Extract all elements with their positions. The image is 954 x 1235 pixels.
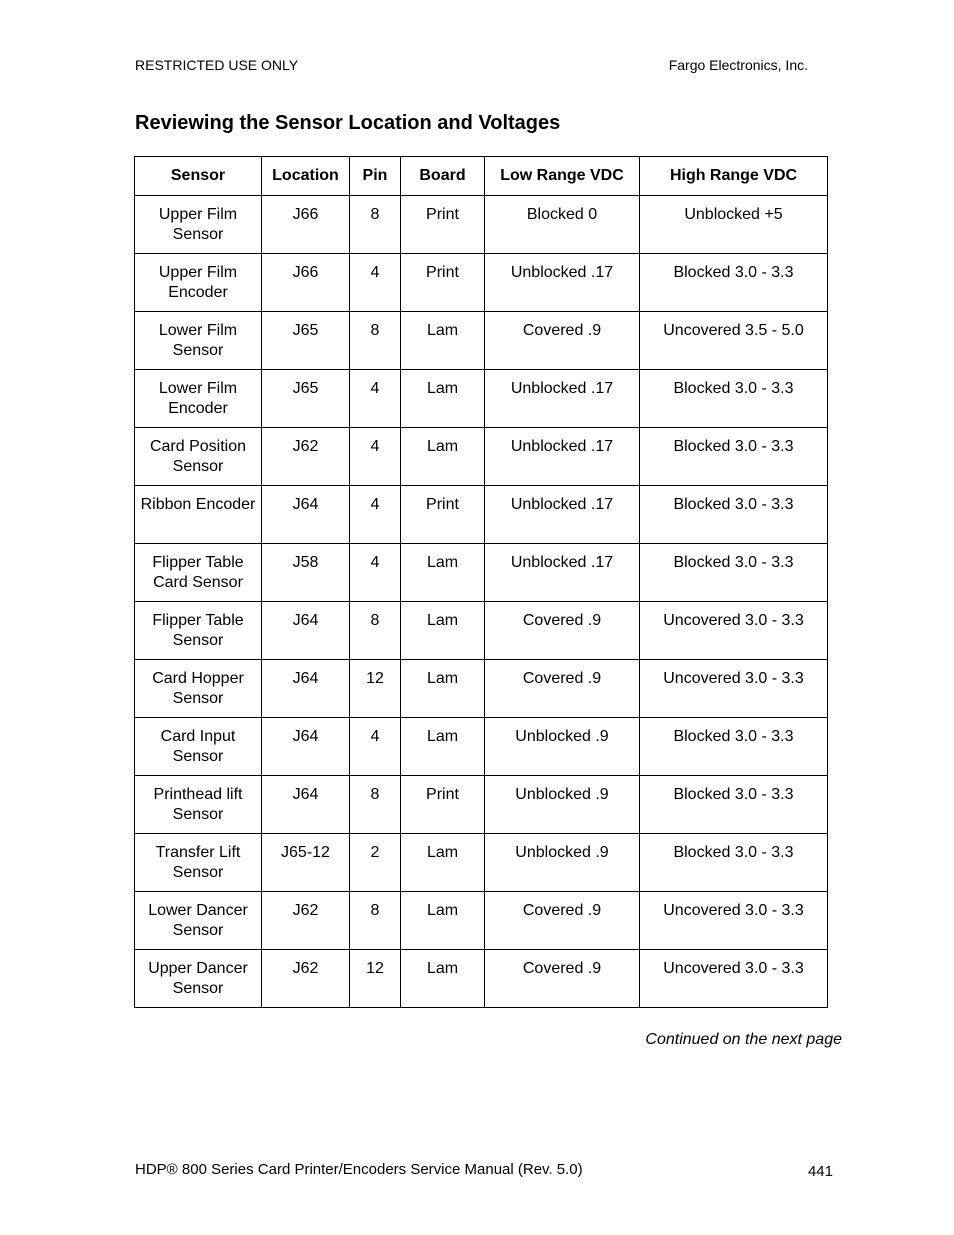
cell-high-range-vdc: Blocked 3.0 - 3.3 <box>640 486 828 544</box>
column-header-location: Location <box>262 157 350 196</box>
cell-pin: 8 <box>350 602 401 660</box>
cell-board: Lam <box>401 834 485 892</box>
table-row <box>135 776 828 834</box>
table-row <box>135 196 828 254</box>
cell-low-range-vdc: Unblocked .9 <box>485 718 640 776</box>
cell-location: J65 <box>262 370 350 428</box>
table-row <box>135 602 828 660</box>
column-header-low-range-vdc: Low Range VDC <box>485 157 640 196</box>
cell-pin: 8 <box>350 312 401 370</box>
cell-sensor: Card Hopper Sensor <box>135 660 262 718</box>
cell-low-range-vdc: Unblocked .17 <box>485 486 640 544</box>
cell-high-range-vdc: Blocked 3.0 - 3.3 <box>640 254 828 312</box>
cell-pin: 4 <box>350 254 401 312</box>
table-row <box>135 254 828 312</box>
cell-board: Print <box>401 776 485 834</box>
cell-sensor: Card Position Sensor <box>135 428 262 486</box>
cell-pin: 8 <box>350 196 401 254</box>
cell-sensor: Printhead lift Sensor <box>135 776 262 834</box>
table-row <box>135 428 828 486</box>
table-row <box>135 370 828 428</box>
cell-board: Print <box>401 486 485 544</box>
cell-sensor: Lower Film Sensor <box>135 312 262 370</box>
cell-sensor: Ribbon Encoder <box>135 486 262 544</box>
cell-low-range-vdc: Blocked 0 <box>485 196 640 254</box>
cell-low-range-vdc: Unblocked .9 <box>485 834 640 892</box>
cell-sensor: Flipper Table Card Sensor <box>135 544 262 602</box>
cell-sensor: Upper Film Sensor <box>135 196 262 254</box>
cell-pin: 4 <box>350 718 401 776</box>
column-header-pin: Pin <box>350 157 401 196</box>
cell-high-range-vdc: Blocked 3.0 - 3.3 <box>640 428 828 486</box>
cell-high-range-vdc: Uncovered 3.0 - 3.3 <box>640 602 828 660</box>
header-company-name: Fargo Electronics, Inc. <box>668 57 808 73</box>
cell-pin: 4 <box>350 370 401 428</box>
cell-board: Lam <box>401 428 485 486</box>
footer-manual-title: HDP® 800 Series Card Printer/Encoders Service Manual (Rev. 5.0) <box>135 1161 583 1178</box>
cell-location: J66 <box>262 196 350 254</box>
cell-low-range-vdc: Covered .9 <box>485 660 640 718</box>
table-header-row <box>135 157 828 196</box>
cell-board: Lam <box>401 544 485 602</box>
cell-pin: 4 <box>350 544 401 602</box>
cell-low-range-vdc: Unblocked .9 <box>485 776 640 834</box>
cell-location: J62 <box>262 428 350 486</box>
footer-page-number: 441 <box>807 1163 833 1180</box>
cell-pin: 12 <box>350 660 401 718</box>
cell-board: Lam <box>401 660 485 718</box>
cell-location: J65-12 <box>262 834 350 892</box>
cell-board: Print <box>401 196 485 254</box>
cell-high-range-vdc: Blocked 3.0 - 3.3 <box>640 718 828 776</box>
cell-board: Lam <box>401 892 485 950</box>
cell-low-range-vdc: Covered .9 <box>485 602 640 660</box>
cell-high-range-vdc: Uncovered 3.0 - 3.3 <box>640 950 828 1008</box>
cell-sensor: Flipper Table Sensor <box>135 602 262 660</box>
cell-low-range-vdc: Covered .9 <box>485 312 640 370</box>
cell-high-range-vdc: Blocked 3.0 - 3.3 <box>640 776 828 834</box>
cell-board: Lam <box>401 370 485 428</box>
cell-pin: 8 <box>350 776 401 834</box>
table-row <box>135 950 828 1008</box>
cell-board: Lam <box>401 950 485 1008</box>
cell-high-range-vdc: Blocked 3.0 - 3.3 <box>640 834 828 892</box>
cell-high-range-vdc: Blocked 3.0 - 3.3 <box>640 544 828 602</box>
cell-low-range-vdc: Unblocked .17 <box>485 254 640 312</box>
cell-board: Print <box>401 254 485 312</box>
cell-location: J64 <box>262 660 350 718</box>
cell-low-range-vdc: Covered .9 <box>485 892 640 950</box>
cell-high-range-vdc: Uncovered 3.0 - 3.3 <box>640 892 828 950</box>
cell-high-range-vdc: Unblocked +5 <box>640 196 828 254</box>
cell-pin: 2 <box>350 834 401 892</box>
cell-pin: 4 <box>350 428 401 486</box>
cell-high-range-vdc: Uncovered 3.5 - 5.0 <box>640 312 828 370</box>
page-title: Reviewing the Sensor Location and Voltages <box>135 112 561 134</box>
cell-low-range-vdc: Unblocked .17 <box>485 370 640 428</box>
cell-high-range-vdc: Uncovered 3.0 - 3.3 <box>640 660 828 718</box>
cell-low-range-vdc: Unblocked .17 <box>485 428 640 486</box>
table-row <box>135 892 828 950</box>
table-row <box>135 544 828 602</box>
cell-sensor: Transfer Lift Sensor <box>135 834 262 892</box>
cell-sensor: Card Input Sensor <box>135 718 262 776</box>
cell-location: J58 <box>262 544 350 602</box>
cell-location: J64 <box>262 486 350 544</box>
cell-sensor: Upper Dancer Sensor <box>135 950 262 1008</box>
cell-board: Lam <box>401 718 485 776</box>
cell-location: J62 <box>262 892 350 950</box>
cell-pin: 4 <box>350 486 401 544</box>
cell-location: J64 <box>262 776 350 834</box>
cell-location: J65 <box>262 312 350 370</box>
cell-sensor: Upper Film Encoder <box>135 254 262 312</box>
cell-location: J64 <box>262 602 350 660</box>
table-row <box>135 834 828 892</box>
column-header-high-range-vdc: High Range VDC <box>640 157 828 196</box>
table-row <box>135 312 828 370</box>
table-body <box>135 196 828 1008</box>
continued-note: Continued on the next page <box>645 1031 842 1048</box>
cell-pin: 12 <box>350 950 401 1008</box>
header-restricted-notice: RESTRICTED USE ONLY <box>135 57 299 73</box>
column-header-board: Board <box>401 157 485 196</box>
cell-low-range-vdc: Covered .9 <box>485 950 640 1008</box>
cell-location: J66 <box>262 254 350 312</box>
cell-location: J62 <box>262 950 350 1008</box>
cell-low-range-vdc: Unblocked .17 <box>485 544 640 602</box>
cell-sensor: Lower Film Encoder <box>135 370 262 428</box>
cell-high-range-vdc: Blocked 3.0 - 3.3 <box>640 370 828 428</box>
sensor-voltage-table <box>134 156 828 1008</box>
cell-sensor: Lower Dancer Sensor <box>135 892 262 950</box>
table-row <box>135 486 828 544</box>
cell-board: Lam <box>401 312 485 370</box>
column-header-sensor: Sensor <box>135 157 262 196</box>
cell-pin: 8 <box>350 892 401 950</box>
cell-board: Lam <box>401 602 485 660</box>
table-row <box>135 718 828 776</box>
table-row <box>135 660 828 718</box>
cell-location: J64 <box>262 718 350 776</box>
